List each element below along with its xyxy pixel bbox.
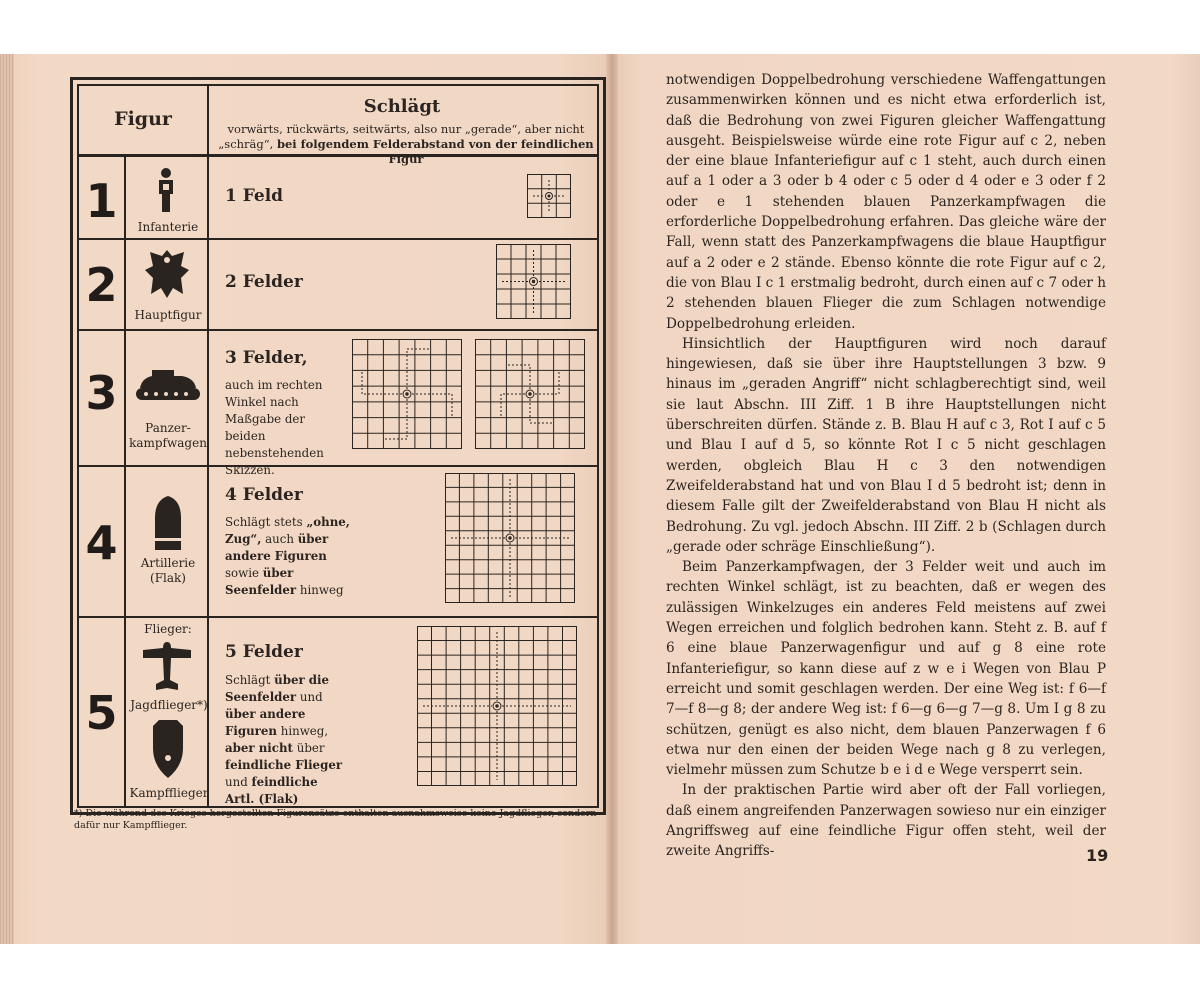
row-text [225,514,355,599]
text-part: über [293,741,325,755]
artillery-shell-icon [151,494,185,552]
grid-diagram-2-icon [496,244,571,319]
figure-label: Artillerie (Flak) [140,556,196,585]
fighter-plane-icon [139,638,195,694]
row-title: 2 Felder [225,272,303,292]
row-title: 1 Feld [225,186,284,206]
right-page-text [666,70,1106,862]
text-part-bold: über Seenfelder [225,566,297,597]
text-part-bold: feindliche Flieger [225,758,343,772]
bomber-icon [151,718,185,780]
grid-diagram-3a-icon [352,339,462,449]
figure-label-bottom: Kampfflieger [129,786,209,800]
text-part-bold: über die Seenfelder [225,673,330,704]
tank-figure-icon [134,366,202,408]
text-part: Schlägt [225,673,275,687]
text-part: hinweg [296,583,344,597]
rules-table-inner [77,84,599,808]
text-part: sowie [225,566,263,580]
figure-label-top: Flieger: [144,622,192,636]
row-number: 4 [85,516,118,570]
rules-table [70,77,606,815]
grid-diagram-5-icon [417,626,577,786]
header-schlaegt: Schlägt [363,96,441,117]
grid-diagram-4-icon [445,473,575,603]
row-number: 5 [85,686,118,740]
text-part-bold: „ohne, Zug“, [225,515,350,546]
page-number: 19 [1086,846,1109,865]
row-number: 3 [85,366,118,420]
row-title: 4 Felder [225,485,303,505]
header-subtitle-plain: vorwärts, rückwärts, seitwärts, also nur „gerade“, aber nicht „schräg“, [218,122,585,151]
row-number: 1 [85,174,118,228]
text-part: hinweg, [276,724,329,738]
page-edges [0,54,14,944]
row-title: 5 Felder [225,642,303,662]
figure-label: Infanterie [137,220,199,234]
header-subtitle-bold: bei folgendem Felderabstand von der feindlichen Figur [276,137,594,166]
eagle-figure-icon [141,246,193,302]
row-text: auch im rechten Winkel nach Maßgabe der beiden nebenstehenden Skizzen. [225,378,324,477]
paragraph: In der praktischen Partie wird aber oft der Fall vorliegen, daß einem angreifenden Panzerwagen sowieso nur ein einziger Angriffsweg auf eine feindliche Figur offen steht, weil der zweite Angriffs- [666,782,1106,860]
paragraph: Beim Panzerkampfwagen, der 3 Felder weit und auch im rechten Winkel schlägt, ist zu beachten, daß er wegen des zulässigen Winkelzuges ein anderes Feld meistens auf zwei Wegen erreichen und folglich bedrohen kann. Steht z. B. auf f 6 eine blaue Panzerwagenfigur und auf g 8 eine rote Infanteriefigur, so kann diese auf z w e i Wegen von Blau P erreicht und somit geschlagen werden. Der eine Weg ist: f 6—f 7—f 8—g 8; der andere Weg ist: f 6—g 6—g 7—g 8. Um I g 8 zu schützen, genügt es also nicht, dem blauen Panzerwagen f 6 etwa nur den einen der beiden Wege nach g 8 zu verlegen, vielmehr müssen zum Schutze b e i d e Wege versperrt sein. [666,559,1106,779]
row-divider [79,616,597,618]
text-part-bold: aber nicht [225,741,293,755]
paragraph: Hinsichtlich der Hauptfiguren wird noch darauf hingewiesen, daß sie über ihre Hauptstellungen 3 bzw. 9 hinaus im „geraden Angriff“ nicht schlagberechtigt sind, weil sie laut Abschn. III Ziff. 1 B ihre Hauptstellungen nicht überschreiten dürfen. Stände z. B. Blau H auf c 3, Rot I auf c 5 und Blau I auf d 5, so könnte Rot I c 5 nicht geschlagen werden, obgleich Blau H c 3 den notwendigen Zweifelderabstand hat und von Blau I d 5 bedroht ist; denn in diesem Falle gilt der Zweifelderabstand von Blau H nicht als Bedrohung. Zu vgl. jedoch Abschn. III Ziff. 2 b (Schlagen durch „gerade oder schräge Einschließung“). [666,335,1106,555]
header-subtitle [215,122,597,167]
header-figur: Figur [114,108,172,130]
grid-diagram-1-icon [527,174,571,218]
text-part: Schlägt stets [225,515,307,529]
figure-label: Hauptfigur [134,308,202,322]
row-text [225,672,351,808]
figure-label: Panzer-kampfwagen [129,421,207,450]
grid-diagram-3b-icon [475,339,585,449]
infantry-figure-icon [151,166,181,214]
text-part: auch [261,532,298,546]
text-part-bold: feindliche Artl. (Flak) [225,775,318,806]
text-part-bold: über andere Figuren [225,707,306,738]
text-part-bold: über andere Figuren [225,532,329,563]
row-title: 3 Felder, [225,348,308,368]
text-part: und [225,775,252,789]
row-number: 2 [85,258,118,312]
footnote: *) Die während des Krieges hergestellten Figurensätze enthalten ausnahmsweise keine Jagdflieger, sondern dafür nur Kampfflieger. [74,808,597,831]
figure-label: Jagdflieger*) [130,698,208,712]
row-divider [79,329,597,331]
row-divider [79,238,597,240]
text-part: und [296,690,323,704]
paragraph: notwendigen Doppelbedrohung verschiedene Waffengattungen zusammenwirken können und es nicht etwa erforderlich ist, daß die Bedrohung von zwei Figuren gleicher Waffengattung ausgeht. Beispielsweise würde eine rote Figur auf c 2, neben der eine blaue Infanteriefigur auf c 1 steht, auch durch einen auf a 1 oder a 3 oder b 4 oder c 5 oder d 4 oder e 3 oder f 2 oder e 1 stehenden blauen Panzerkampfwagen die erforderliche Doppelbedrohung erfahren. Das gleiche wäre der Fall, wenn statt des Panzerkampfwagens die blaue Hauptfigur auf a 2 oder e 2 stände. Ebenso könnte die rote Figur auf c 2, die von Blau I c 1 erstmalig bedroht, durch einen auf c 7 oder h 2 stehenden blauen Flieger die zum Schlagen notwendige Doppelbedrohung erleiden. [666,72,1106,332]
